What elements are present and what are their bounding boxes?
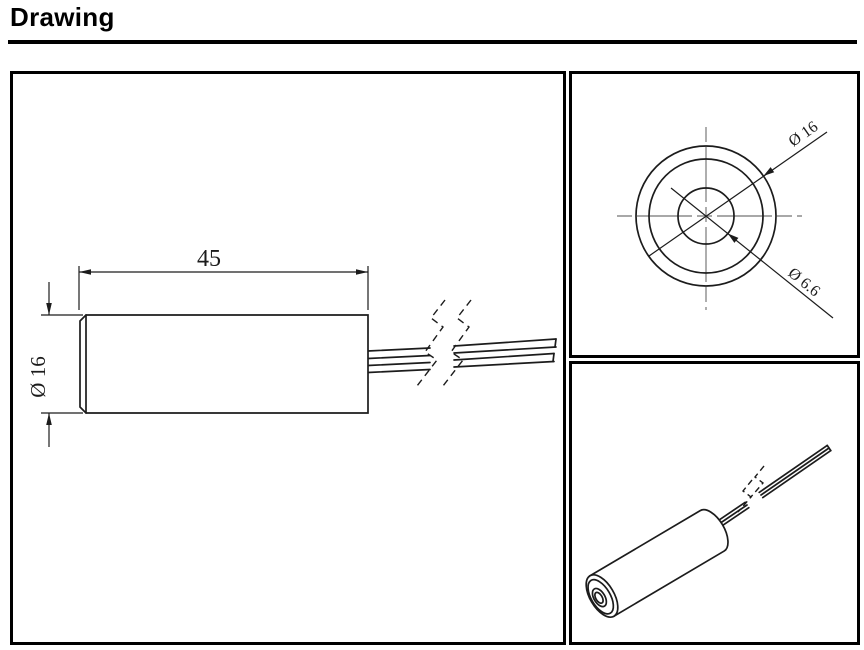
diameter-dimension <box>26 282 83 447</box>
isometric-view-drawing <box>572 364 857 642</box>
dim-arrow <box>763 167 774 176</box>
outer-diameter-label: Ø 16 <box>785 118 822 151</box>
dim-arrow-down <box>46 303 52 315</box>
side-view-drawing <box>13 74 563 642</box>
laser-module-body-iso <box>580 505 735 623</box>
length-dimension-label: 45 <box>197 246 221 272</box>
laser-module-body-side <box>80 315 368 413</box>
length-dimension <box>79 246 368 310</box>
wire-end-cap <box>553 354 554 362</box>
dim-arrow-up <box>46 413 52 425</box>
front-view-drawing <box>572 74 857 355</box>
dim-arrow-left <box>79 269 91 275</box>
diameter-dimension-label: Ø 16 <box>26 356 50 398</box>
aperture-diameter-label: Ø 6.6 <box>784 264 823 301</box>
page-title: Drawing <box>10 2 115 32</box>
front-view-panel <box>569 71 860 358</box>
aperture-diameter-dimension <box>671 188 833 318</box>
side-view-wire-break-symbol <box>417 300 471 386</box>
iso-wire <box>714 445 831 528</box>
title-underline <box>8 40 857 44</box>
isometric-view-panel <box>569 361 860 645</box>
dim-arrow-right <box>356 269 368 275</box>
wire-end-cap <box>555 339 556 347</box>
outer-diameter-dimension <box>649 118 827 256</box>
side-view-panel <box>10 71 566 645</box>
side-view-wires <box>368 339 556 373</box>
